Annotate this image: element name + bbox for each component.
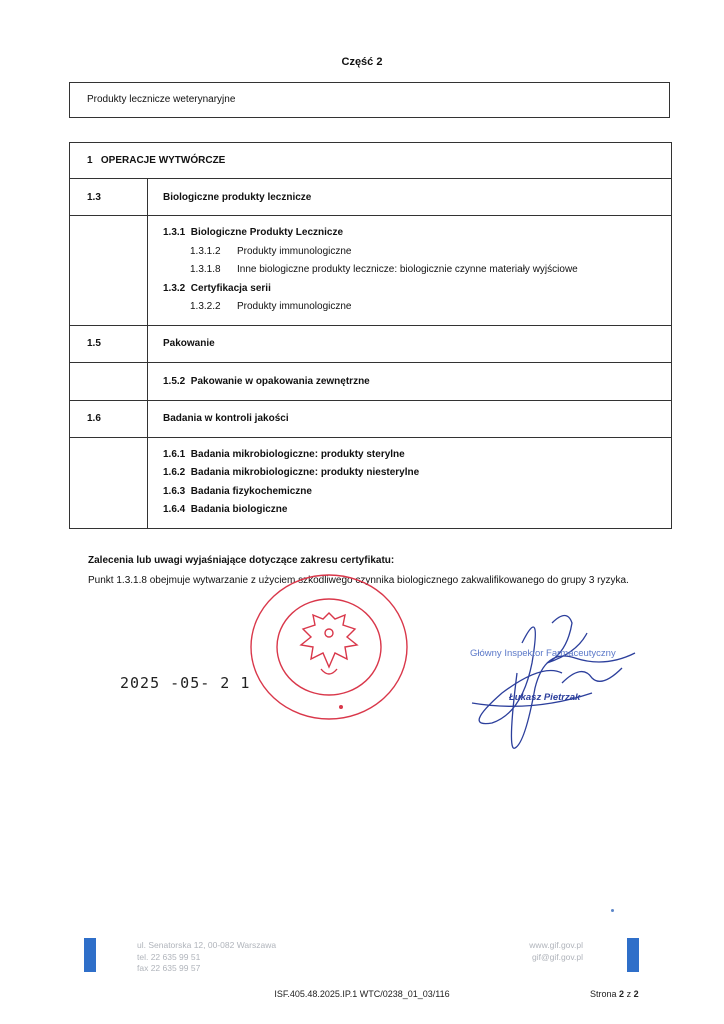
section-label: Badania w kontroli jakości	[148, 400, 672, 437]
list-item: 1.6.4 Badania biologiczne	[163, 504, 288, 515]
list-item	[163, 298, 671, 317]
table-row	[70, 179, 672, 216]
table-row	[70, 216, 672, 326]
subsection-list	[148, 438, 671, 528]
footer-website-link[interactable]: www.gif.gov.pl	[529, 940, 583, 950]
category-box	[69, 82, 670, 118]
item-code: 1.3.1.2	[190, 245, 221, 257]
list-item: 1.5.2 Pakowanie w opakowania zewnętrzne	[163, 375, 370, 387]
footer-tel: tel. 22 635 99 51	[137, 951, 201, 962]
footer-email-link[interactable]: gif@gif.gov.pl	[532, 951, 583, 962]
section-number: 1.6	[70, 400, 148, 437]
section-number: 1.3	[70, 179, 148, 216]
table-row	[70, 437, 672, 528]
part-title: Część 2	[341, 56, 383, 68]
item-text: Inne biologiczne produkty lecznicze: biologicznie czynne materiały wyjściowe	[237, 264, 578, 275]
section-number: 1.5	[70, 325, 148, 362]
footer-left-bar	[84, 938, 96, 972]
signer-name: Łukasz Pietrzak	[509, 692, 581, 703]
subsection-list	[148, 216, 671, 325]
list-item	[163, 243, 671, 262]
signature-icon	[462, 603, 652, 753]
list-item: 1.6.2 Badania mikrobiologiczne: produkty niesterylne	[163, 467, 420, 478]
item-text: Produkty immunologiczne	[237, 301, 352, 312]
table-row	[70, 325, 672, 362]
date-stamp: 2025 -05- 2 1	[120, 674, 251, 692]
list-item: 1.6.3 Badania fizykochemiczne	[163, 485, 312, 497]
table-heading	[70, 143, 672, 179]
table-row	[70, 362, 672, 400]
list-item: 1.3.1 Biologiczne Produkty Lecznicze	[163, 227, 344, 238]
section-label: Biologiczne produkty lecznicze	[148, 179, 672, 216]
footer-fax: fax 22 635 99 57	[137, 963, 201, 973]
footer-contact	[137, 940, 276, 975]
operations-table	[69, 142, 672, 529]
item-code: 1.3.1.8	[190, 264, 221, 275]
list-item	[163, 261, 671, 280]
document-code: ISF.405.48.2025.IP.1 WTC/0238_01_03/116	[274, 989, 450, 999]
list-item: 1.6.1 Badania mikrobiologiczne: produkty sterylne	[163, 448, 405, 460]
section-label: Pakowanie	[148, 325, 672, 362]
signer-role: Główny Inspektor Farmaceutyczny	[470, 648, 616, 659]
footer-web	[460, 940, 583, 963]
table-row	[70, 400, 672, 437]
footer-address: ul. Senatorska 12, 00-082 Warszawa	[137, 940, 277, 950]
category-text: Produkty lecznicze weterynaryjne	[87, 94, 236, 105]
item-text: Produkty immunologiczne	[237, 245, 352, 257]
page-number: Strona 2 z 2	[590, 989, 639, 999]
official-stamp-icon	[249, 573, 409, 723]
footer-right-bar	[627, 938, 639, 972]
list-item: 1.3.2 Certyfikacja serii	[163, 282, 271, 294]
remarks-heading: Zalecenia lub uwagi wyjaśniające dotyczące zakresu certyfikatu:	[88, 555, 395, 566]
remarks-text: Punkt 1.3.1.8 obejmuje wytwarzanie z użyciem szkodliwego czynnika biologicznego zakwalifikowanego do grupy 3 ryzyka.	[88, 575, 629, 586]
table-heading-text: 1 OPERACJE WYTWÓRCZE	[87, 155, 226, 166]
scan-speck	[611, 909, 614, 912]
item-code: 1.3.2.2	[190, 301, 221, 312]
